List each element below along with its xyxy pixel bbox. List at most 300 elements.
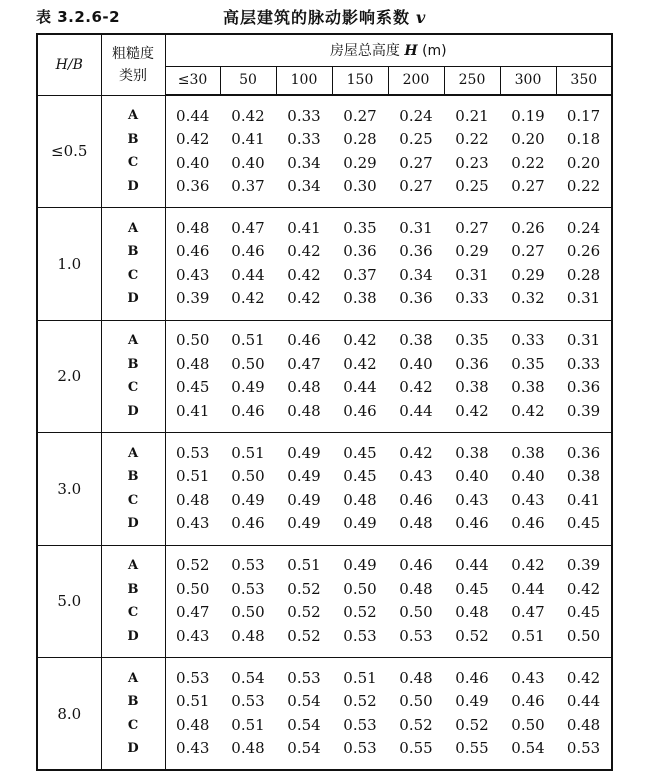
coefficient-value: 0.53	[343, 739, 377, 757]
coefficient-cell	[276, 545, 332, 658]
coefficient-value: 0.43	[455, 490, 489, 509]
coefficient-value: 0.38	[399, 331, 433, 350]
height-header-unit: (m)	[422, 43, 447, 60]
coefficient-value: 0.47	[287, 354, 321, 373]
coefficient-value: 0.42	[511, 401, 545, 420]
coefficient-value: 0.42	[566, 579, 601, 598]
coefficient-value: 0.18	[566, 130, 601, 148]
coefficient-value: 0.45	[343, 443, 377, 462]
coefficient-value: 0.48	[399, 668, 433, 687]
coefficient-cell	[444, 433, 500, 546]
coefficient-cell	[388, 545, 444, 658]
coefficient-cell	[444, 658, 500, 771]
coefficient-value: 0.54	[231, 668, 265, 687]
coefficient-value: 0.36	[399, 242, 433, 261]
coefficient-value: 0.51	[287, 556, 321, 575]
roughness-category: D	[127, 291, 139, 307]
coefficient-value: 0.51	[343, 668, 377, 687]
coefficient-value: 0.43	[511, 668, 545, 687]
roughness-category: D	[127, 178, 139, 194]
coefficient-value: 0.36	[176, 177, 210, 195]
roughness-header-line1: 粗糙度	[112, 45, 154, 62]
coefficient-value: 0.33	[455, 289, 489, 308]
roughness-category: A	[127, 333, 139, 349]
coefficient-value: 0.24	[399, 106, 433, 125]
coefficient-value: 0.49	[287, 443, 321, 462]
coefficient-cell	[332, 95, 388, 208]
table-number: 表 3.2.6-2	[36, 8, 121, 26]
roughness-category: A	[127, 445, 139, 461]
coefficient-value: 0.50	[343, 579, 377, 598]
coefficient-cell	[165, 433, 220, 546]
coefficient-value: 0.49	[231, 378, 265, 397]
table-caption	[36, 4, 652, 28]
coefficient-cell	[444, 545, 500, 658]
coefficient-value: 0.49	[287, 514, 321, 533]
hb-value: ≤0.5	[37, 95, 101, 208]
coefficient-value: 0.39	[176, 289, 210, 308]
roughness-category: B	[127, 131, 139, 147]
coefficient-value: 0.38	[566, 467, 601, 486]
coefficient-value: 0.41	[566, 490, 601, 509]
coefficient-value: 0.29	[455, 242, 489, 261]
coefficient-cell	[332, 320, 388, 433]
coefficient-value: 0.40	[511, 467, 545, 486]
coefficient-value: 0.32	[511, 289, 545, 308]
height-column-header: 200	[388, 66, 444, 95]
roughness-category: C	[127, 717, 139, 733]
roughness-category: B	[127, 244, 139, 260]
coefficient-value: 0.42	[287, 265, 321, 284]
coefficient-value: 0.40	[176, 153, 210, 172]
coefficient-value: 0.52	[343, 603, 377, 622]
coefficient-value: 0.48	[399, 514, 433, 533]
coefficient-value: 0.28	[566, 265, 601, 284]
coefficient-value: 0.53	[176, 443, 210, 462]
roughness-category: A	[127, 670, 139, 686]
hb-group-row	[37, 320, 612, 433]
roughness-category: D	[127, 628, 139, 644]
roughness-category-cell	[101, 320, 165, 433]
coefficient-value: 0.39	[566, 556, 601, 575]
coefficient-value: 0.20	[566, 153, 601, 172]
coefficient-value: 0.52	[455, 626, 489, 645]
coefficient-cell	[220, 95, 276, 208]
coefficient-cell	[388, 208, 444, 321]
coefficient-value: 0.29	[343, 153, 377, 172]
hb-value: 8.0	[37, 658, 101, 771]
coefficient-value: 0.25	[455, 177, 489, 195]
table-title	[223, 5, 426, 28]
coefficient-value: 0.22	[566, 177, 601, 195]
coefficient-value: 0.40	[455, 467, 489, 486]
coefficient-value: 0.42	[287, 242, 321, 261]
coefficient-value: 0.40	[231, 153, 265, 172]
coefficient-value: 0.51	[231, 715, 265, 734]
coefficient-value: 0.39	[566, 401, 601, 420]
coefficient-value: 0.31	[566, 331, 601, 350]
coefficient-value: 0.53	[343, 626, 377, 645]
coefficient-value: 0.34	[287, 153, 321, 172]
coefficient-value: 0.44	[231, 265, 265, 284]
hb-value: 2.0	[37, 320, 101, 433]
roughness-category: C	[127, 380, 139, 396]
coefficient-value: 0.44	[566, 692, 601, 710]
coefficient-value: 0.43	[176, 739, 210, 757]
coefficient-value: 0.44	[511, 579, 545, 598]
roughness-header	[101, 34, 165, 95]
coefficient-value: 0.55	[399, 739, 433, 757]
coefficient-value: 0.54	[287, 692, 321, 710]
coefficient-cell	[388, 658, 444, 771]
coefficient-value: 0.36	[455, 354, 489, 373]
coefficient-value: 0.52	[287, 603, 321, 622]
coefficient-cell	[500, 433, 556, 546]
coefficient-value: 0.48	[566, 715, 601, 734]
roughness-category: B	[127, 356, 139, 372]
coefficient-value: 0.54	[287, 739, 321, 757]
coefficient-value: 0.50	[231, 354, 265, 373]
coefficient-value: 0.29	[511, 265, 545, 284]
coefficient-value: 0.21	[455, 106, 489, 125]
coefficient-value: 0.46	[231, 401, 265, 420]
coefficient-value: 0.52	[176, 556, 210, 575]
coefficient-value: 0.44	[455, 556, 489, 575]
coefficient-value: 0.24	[566, 218, 601, 237]
coefficient-value: 0.49	[231, 490, 265, 509]
coefficient-value: 0.27	[399, 177, 433, 195]
coefficient-value: 0.50	[399, 603, 433, 622]
coefficient-value: 0.35	[343, 218, 377, 237]
coefficient-value: 0.49	[287, 467, 321, 486]
coefficient-value: 0.46	[176, 242, 210, 261]
height-column-header: 300	[500, 66, 556, 95]
coefficient-value: 0.53	[343, 715, 377, 734]
coefficient-cell	[556, 95, 612, 208]
coefficient-value: 0.42	[511, 556, 545, 575]
coefficient-cell	[388, 320, 444, 433]
coefficient-value: 0.35	[511, 354, 545, 373]
coefficient-cell	[220, 208, 276, 321]
coefficient-value: 0.36	[566, 443, 601, 462]
coefficient-value: 0.42	[566, 668, 601, 687]
coefficient-value: 0.48	[176, 715, 210, 734]
height-header	[165, 34, 612, 66]
coefficient-value: 0.50	[231, 603, 265, 622]
hb-value: 1.0	[37, 208, 101, 321]
coefficient-value: 0.42	[231, 106, 265, 125]
coefficient-value: 0.41	[231, 130, 265, 148]
roughness-category: A	[127, 220, 139, 236]
coefficient-cell	[165, 545, 220, 658]
table-title-text: 高层建筑的脉动影响系数	[223, 8, 411, 27]
coefficient-value: 0.30	[343, 177, 377, 195]
coefficient-cell	[220, 545, 276, 658]
coefficient-value: 0.42	[343, 354, 377, 373]
coefficient-cell	[165, 658, 220, 771]
coefficient-cell	[276, 320, 332, 433]
hb-value: 3.0	[37, 433, 101, 546]
roughness-category: C	[127, 267, 139, 283]
coefficient-value: 0.36	[566, 378, 601, 397]
roughness-category: D	[127, 741, 139, 756]
coefficient-cell	[165, 95, 220, 208]
coefficient-cell	[500, 545, 556, 658]
coefficient-value: 0.48	[231, 626, 265, 645]
coefficient-value: 0.41	[287, 218, 321, 237]
coefficient-value: 0.42	[231, 289, 265, 308]
coefficient-value: 0.27	[399, 153, 433, 172]
hb-group-row	[37, 433, 612, 546]
coefficient-value: 0.48	[287, 401, 321, 420]
coefficient-cell	[444, 95, 500, 208]
coefficient-value: 0.52	[287, 626, 321, 645]
coefficient-value: 0.46	[287, 331, 321, 350]
coefficient-value: 0.46	[455, 514, 489, 533]
coefficient-value: 0.50	[231, 467, 265, 486]
coefficient-value: 0.52	[399, 715, 433, 734]
coefficient-value: 0.19	[511, 106, 545, 125]
coefficient-value: 0.38	[511, 443, 545, 462]
roughness-category: C	[127, 155, 139, 171]
coefficient-value: 0.51	[511, 626, 545, 645]
coefficient-value: 0.44	[399, 401, 433, 420]
coefficient-value: 0.34	[287, 177, 321, 195]
roughness-category-cell	[101, 658, 165, 771]
coefficient-value: 0.50	[511, 715, 545, 734]
coefficient-value: 0.48	[399, 579, 433, 598]
coefficient-value: 0.37	[343, 265, 377, 284]
roughness-category: B	[127, 469, 139, 485]
coefficient-value: 0.37	[231, 177, 265, 195]
coefficient-cell	[556, 208, 612, 321]
coefficient-value: 0.42	[176, 130, 210, 148]
coefficient-value: 0.38	[343, 289, 377, 308]
coefficient-cell	[276, 208, 332, 321]
roughness-category: D	[127, 516, 139, 532]
coefficient-value: 0.43	[511, 490, 545, 509]
coefficient-value: 0.27	[455, 218, 489, 237]
coefficient-value: 0.53	[399, 626, 433, 645]
coefficient-value: 0.48	[287, 378, 321, 397]
coefficient-cell	[388, 95, 444, 208]
coefficient-value: 0.44	[343, 378, 377, 397]
coefficient-value: 0.48	[176, 354, 210, 373]
coefficient-cell	[220, 433, 276, 546]
coefficient-value: 0.33	[287, 130, 321, 148]
coefficient-value: 0.27	[511, 177, 545, 195]
coefficient-value: 0.49	[455, 692, 489, 710]
coefficient-cell	[556, 320, 612, 433]
coefficient-value: 0.36	[343, 242, 377, 261]
height-column-header: 250	[444, 66, 500, 95]
pulsation-coefficient-table	[36, 33, 613, 771]
coefficient-value: 0.38	[455, 443, 489, 462]
coefficient-value: 0.50	[399, 692, 433, 710]
coefficient-value: 0.45	[343, 467, 377, 486]
hb-header: H/B	[37, 34, 101, 95]
coefficient-value: 0.48	[231, 739, 265, 757]
coefficient-value: 0.43	[176, 514, 210, 533]
coefficient-cell	[500, 208, 556, 321]
coefficient-value: 0.34	[399, 265, 433, 284]
hb-group-row	[37, 208, 612, 321]
coefficient-value: 0.46	[511, 514, 545, 533]
coefficient-value: 0.47	[511, 603, 545, 622]
coefficient-value: 0.48	[176, 218, 210, 237]
coefficient-value: 0.50	[176, 331, 210, 350]
coefficient-value: 0.53	[231, 556, 265, 575]
coefficient-value: 0.52	[455, 715, 489, 734]
coefficient-value: 0.48	[343, 490, 377, 509]
coefficient-value: 0.42	[399, 443, 433, 462]
coefficient-cell	[165, 208, 220, 321]
roughness-category: A	[127, 558, 139, 574]
coefficient-value: 0.46	[511, 692, 545, 710]
coefficient-cell	[556, 545, 612, 658]
coefficient-value: 0.36	[399, 289, 433, 308]
coefficient-cell	[444, 208, 500, 321]
roughness-category: D	[127, 403, 139, 419]
coefficient-value: 0.42	[343, 331, 377, 350]
coefficient-value: 0.38	[455, 378, 489, 397]
coefficient-value: 0.45	[566, 514, 601, 533]
coefficient-value: 0.53	[231, 579, 265, 598]
coefficient-value: 0.50	[566, 626, 601, 645]
coefficient-value: 0.42	[287, 289, 321, 308]
coefficient-cell	[388, 433, 444, 546]
coefficient-cell	[220, 320, 276, 433]
coefficient-value: 0.53	[176, 668, 210, 687]
roughness-header-line2: 类别	[119, 67, 147, 84]
coefficient-value: 0.45	[455, 579, 489, 598]
coefficient-cell	[276, 433, 332, 546]
coefficient-value: 0.51	[176, 692, 210, 710]
hb-group-row	[37, 95, 612, 208]
coefficient-value: 0.26	[566, 242, 601, 261]
coefficient-value: 0.53	[287, 668, 321, 687]
roughness-category: B	[127, 581, 139, 597]
height-column-header: 50	[220, 66, 276, 95]
coefficient-value: 0.31	[455, 265, 489, 284]
coefficient-value: 0.42	[399, 378, 433, 397]
coefficient-value: 0.33	[287, 106, 321, 125]
roughness-category: A	[127, 108, 139, 124]
roughness-category-cell	[101, 208, 165, 321]
coefficient-value: 0.42	[455, 401, 489, 420]
coefficient-value: 0.54	[287, 715, 321, 734]
coefficient-value: 0.48	[455, 603, 489, 622]
coefficient-cell	[220, 658, 276, 771]
coefficient-cell	[556, 658, 612, 771]
hb-group-row	[37, 545, 612, 658]
height-column-header: 150	[332, 66, 388, 95]
coefficient-value: 0.22	[511, 153, 545, 172]
coefficient-value: 0.41	[176, 401, 210, 420]
roughness-category: C	[127, 492, 139, 508]
coefficient-cell	[332, 658, 388, 771]
coefficient-value: 0.51	[231, 331, 265, 350]
coefficient-cell	[332, 433, 388, 546]
height-column-header: 350	[556, 66, 612, 95]
height-header-label: 房屋总高度	[329, 43, 400, 60]
coefficient-cell	[500, 658, 556, 771]
coefficient-value: 0.47	[176, 603, 210, 622]
coefficient-value: 0.46	[399, 556, 433, 575]
coefficient-value: 0.46	[399, 490, 433, 509]
roughness-category-cell	[101, 433, 165, 546]
coefficient-value: 0.52	[287, 579, 321, 598]
coefficient-value: 0.46	[455, 668, 489, 687]
coefficient-value: 0.38	[511, 378, 545, 397]
coefficient-value: 0.46	[343, 401, 377, 420]
coefficient-cell	[500, 320, 556, 433]
coefficient-value: 0.51	[231, 443, 265, 462]
coefficient-value: 0.43	[176, 626, 210, 645]
coefficient-value: 0.53	[231, 692, 265, 710]
coefficient-value: 0.27	[511, 242, 545, 261]
coefficient-value: 0.26	[511, 218, 545, 237]
coefficient-value: 0.51	[176, 467, 210, 486]
coefficient-value: 0.48	[176, 490, 210, 509]
coefficient-value: 0.45	[566, 603, 601, 622]
coefficient-cell	[556, 433, 612, 546]
coefficient-value: 0.52	[343, 692, 377, 710]
roughness-category: C	[127, 605, 139, 621]
coefficient-value: 0.31	[566, 289, 601, 308]
coefficient-value: 0.35	[455, 331, 489, 350]
hb-group-row	[37, 658, 612, 771]
coefficient-value: 0.40	[399, 354, 433, 373]
roughness-category-cell	[101, 545, 165, 658]
roughness-category-cell	[101, 95, 165, 208]
coefficient-value: 0.33	[566, 354, 601, 373]
coefficient-value: 0.46	[231, 242, 265, 261]
coefficient-value: 0.49	[343, 514, 377, 533]
coefficient-value: 0.43	[399, 467, 433, 486]
coefficient-value: 0.43	[176, 265, 210, 284]
coefficient-value: 0.25	[399, 130, 433, 148]
coefficient-cell	[444, 320, 500, 433]
height-column-header: ≤30	[165, 66, 220, 95]
coefficient-cell	[276, 658, 332, 771]
coefficient-value: 0.54	[511, 739, 545, 757]
hb-value: 5.0	[37, 545, 101, 658]
coefficient-value: 0.20	[511, 130, 545, 148]
coefficient-value: 0.44	[176, 106, 210, 125]
coefficient-value: 0.50	[176, 579, 210, 598]
coefficient-value: 0.49	[343, 556, 377, 575]
height-header-symbol: H	[404, 43, 418, 60]
coefficient-value: 0.22	[455, 130, 489, 148]
coefficient-value: 0.17	[566, 106, 601, 125]
coefficient-value: 0.45	[176, 378, 210, 397]
coefficient-value: 0.47	[231, 218, 265, 237]
coefficient-value: 0.33	[511, 331, 545, 350]
coefficient-value: 0.49	[287, 490, 321, 509]
coefficient-cell	[276, 95, 332, 208]
coefficient-value: 0.55	[455, 739, 489, 757]
coefficient-value: 0.28	[343, 130, 377, 148]
coefficient-value: 0.27	[343, 106, 377, 125]
coefficient-value: 0.23	[455, 153, 489, 172]
coefficient-cell	[332, 208, 388, 321]
coefficient-value: 0.53	[566, 739, 601, 757]
coefficient-value: 0.31	[399, 218, 433, 237]
coefficient-cell	[165, 320, 220, 433]
coefficient-cell	[332, 545, 388, 658]
coefficient-value: 0.46	[231, 514, 265, 533]
